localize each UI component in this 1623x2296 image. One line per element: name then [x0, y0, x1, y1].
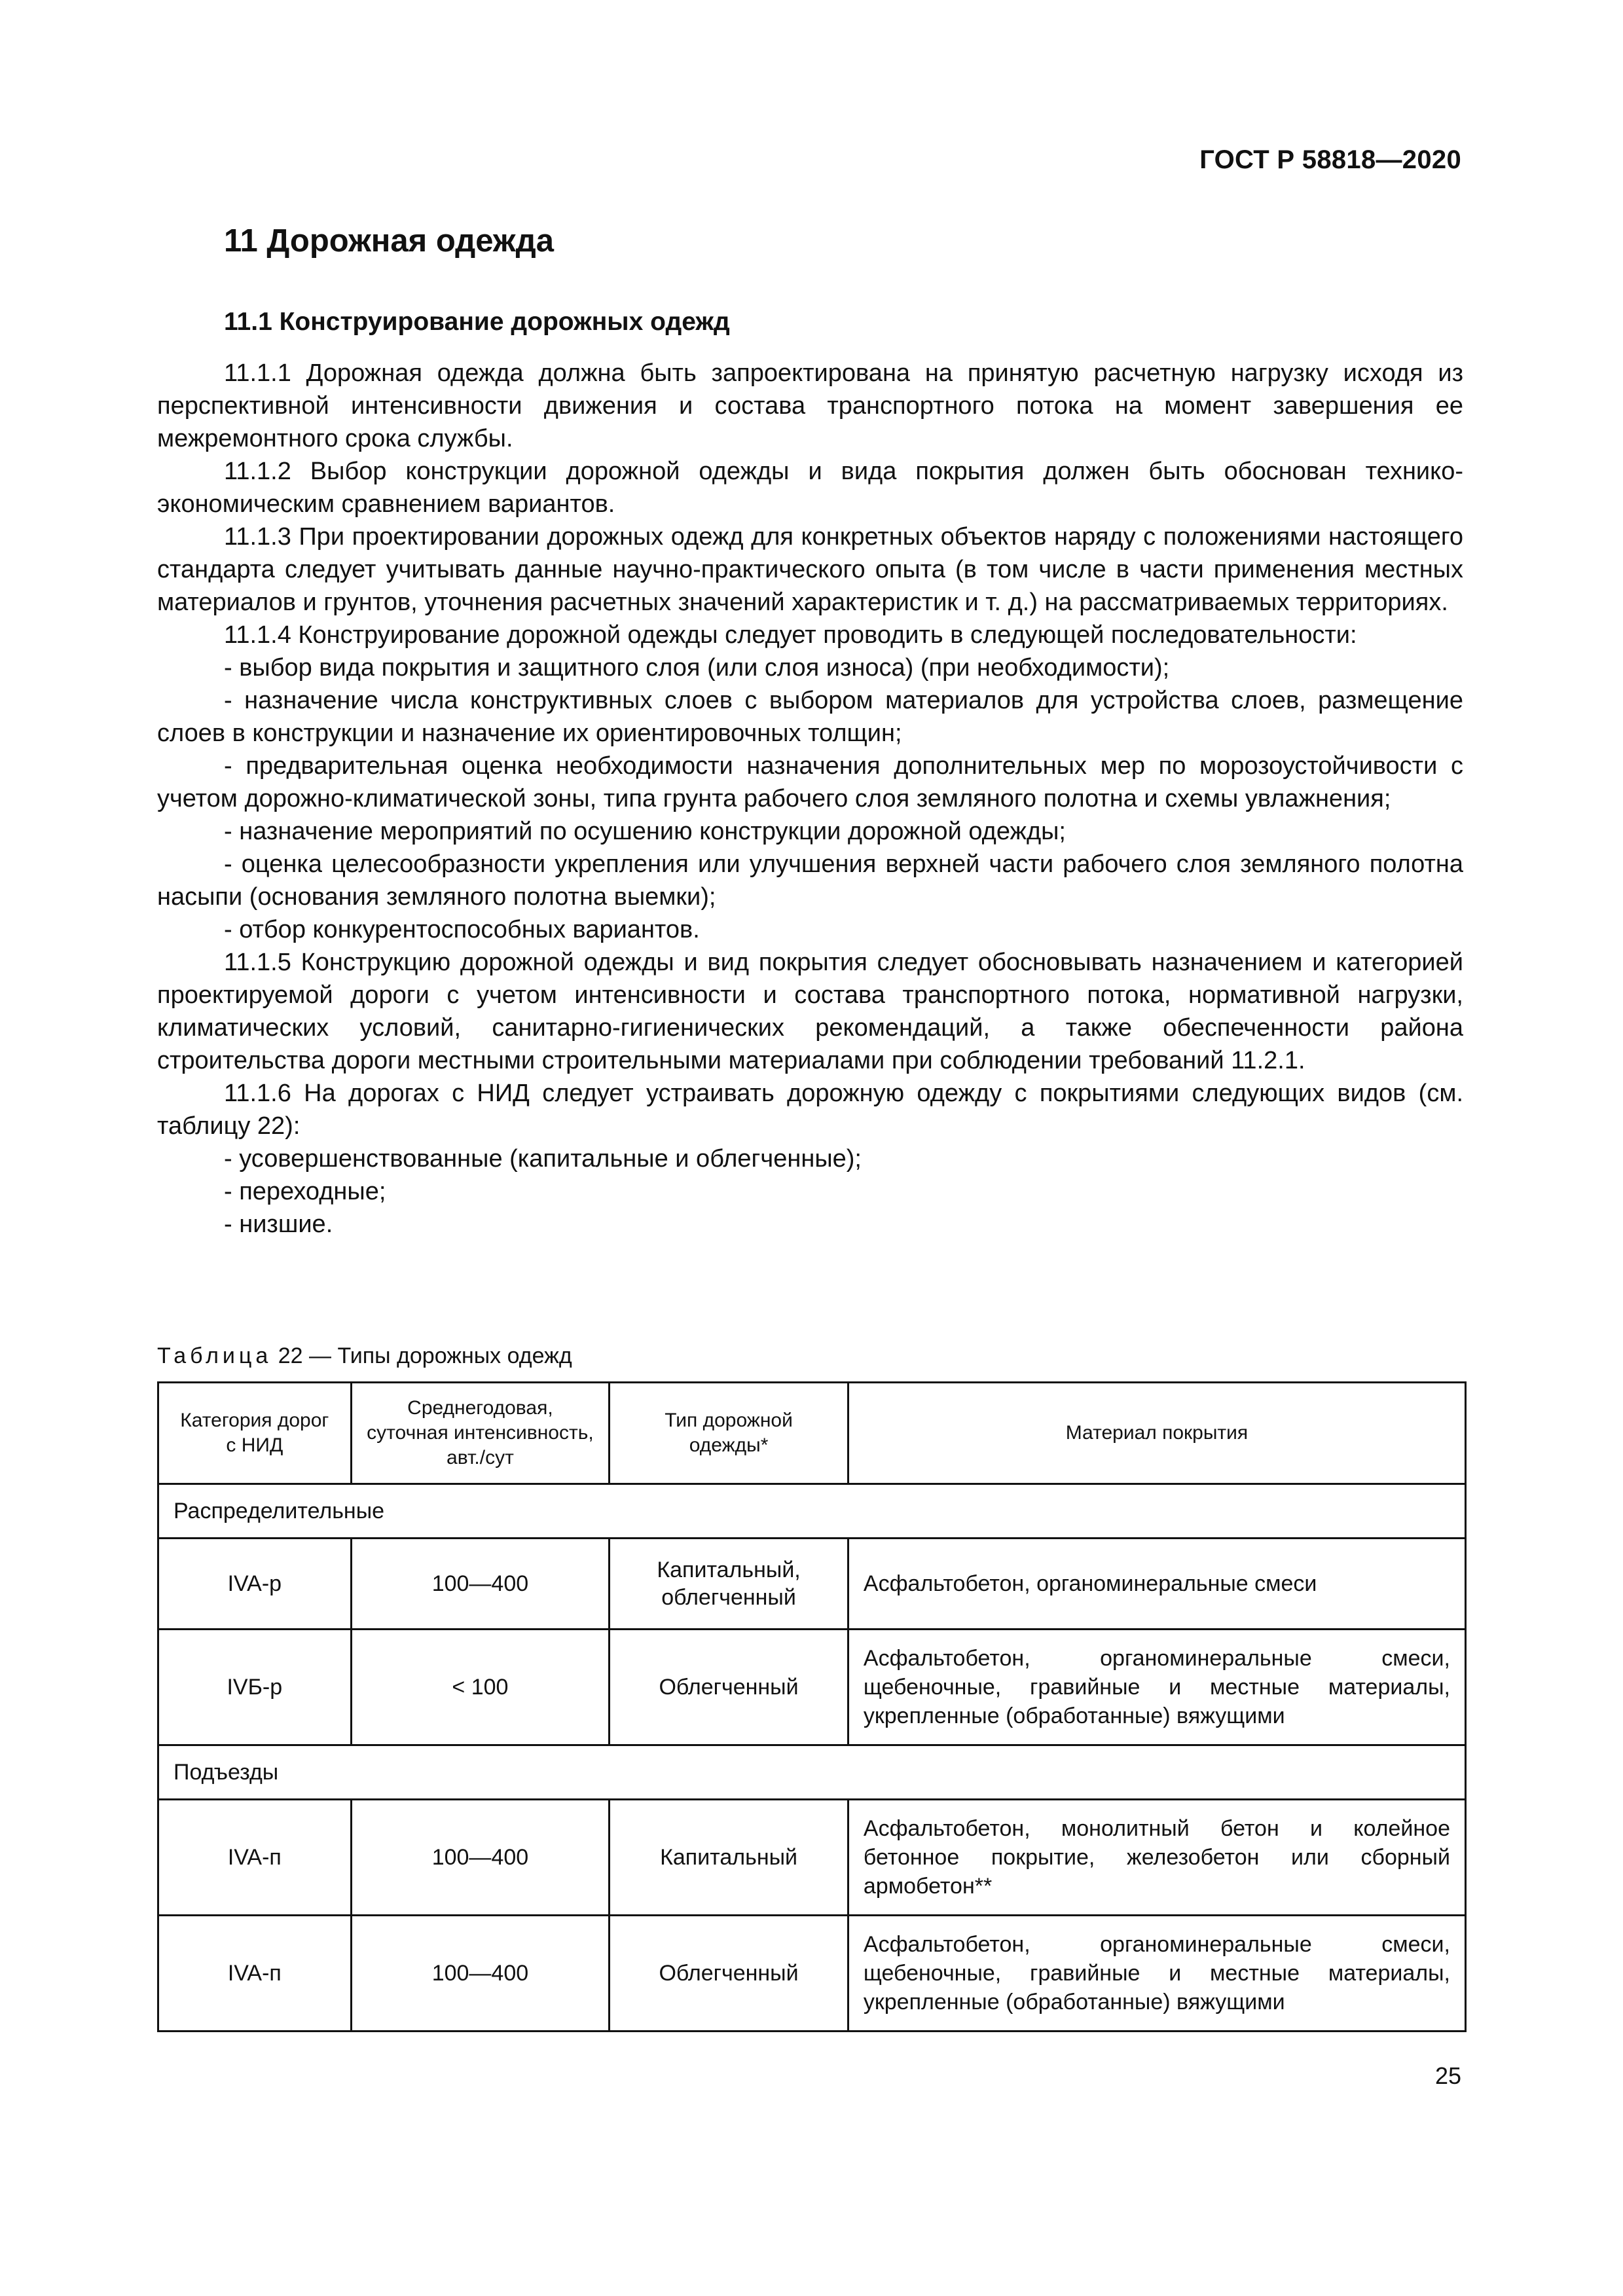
- paragraph-11-1-1: 11.1.1 Дорожная одежда должна быть запроектирована на принятую расчетную нагрузку исходя из перспективной интенсивности движения и состава транспортного потока на момент завершения ее межремонтного срока службы.: [157, 359, 1463, 452]
- table-row: [158, 1539, 1466, 1630]
- header-pavement-type: Тип дорожной одежды*: [610, 1383, 848, 1484]
- list-item: - назначение числа конструктивных слоев с выбором материалов для устройства слоев, размещение слоев в конструкции и назначение их ориентировочных толщин;: [157, 687, 1463, 747]
- list-item: - предварительная оценка необходимости назначения дополнительных мер по морозоустойчивости с учетом дорожно-климатической зоны, типа грунта рабочего слоя земляного полотна и схемы увлажнения;: [157, 752, 1463, 812]
- page-number: 25: [1434, 2062, 1461, 2089]
- cell-material: Асфальтобетон, органоминеральные смеси: [848, 1539, 1465, 1630]
- table-header-row: [158, 1383, 1466, 1484]
- section-title: 11 Дорожная одежда: [224, 223, 554, 259]
- table-caption-text: 22 — Типы дорожных одежд: [272, 1343, 572, 1368]
- list-item: - переходные;: [224, 1178, 386, 1205]
- cell-category: IVБ-р: [158, 1630, 352, 1745]
- header-surface-material: Материал покрытия: [848, 1383, 1465, 1484]
- cell-pavement-type: Облегченный: [610, 1630, 848, 1745]
- cell-pavement-type: Облегченный: [610, 1916, 848, 2032]
- paragraph-11-1-3: 11.1.3 При проектировании дорожных одежд для конкретных объектов наряду с положениями настоящего стандарта следует учитывать данные научно-практического опыта (в том числе в части применения местных материалов и грунтов, уточнения расчетных значений характеристик и т. д.) на рассматриваемых территориях.: [157, 523, 1463, 616]
- table-group-row: [158, 1484, 1466, 1539]
- paragraph-11-1-4: 11.1.4 Конструирование дорожной одежды следует проводить в следующей последовательности:: [224, 621, 1357, 649]
- cell-material: Асфальтобетон, органоминеральные смеси, щебеночные, гравийные и местные материалы, укрепленные (обработанные) вяжущими: [848, 1916, 1465, 2032]
- list-item: - усовершенствованные (капитальные и облегченные);: [224, 1145, 862, 1173]
- standard-code: ГОСТ Р 58818—2020: [1199, 145, 1461, 174]
- cell-category: IVA-п: [158, 1800, 352, 1916]
- paragraph-11-1-5: 11.1.5 Конструкцию дорожной одежды и вид покрытия следует обосновывать назначением и категорией проектируемой дороги с учетом интенсивности и состава транспортного потока, нормативной нагрузки, климатических условий, санитарно-гигиенических рекомендаций, а также обеспеченности района строительства дороги местными строительными материалами при соблюдении требований 11.2.1.: [157, 949, 1463, 1074]
- list-item: - отбор конкурентоспособных вариантов.: [224, 916, 700, 943]
- cell-material: Асфальтобетон, органоминеральные смеси, щебеночные, гравийные и местные материалы, укрепленные (обработанные) вяжущими: [848, 1630, 1465, 1745]
- table-row: [158, 1800, 1466, 1916]
- group-label: Подъезды: [158, 1745, 1466, 1800]
- list-item: - оценка целесообразности укрепления или улучшения верхней части рабочего слоя земляного полотна насыпи (основания земляного полотна выемки);: [157, 850, 1463, 911]
- header-road-category: Категория дорог с НИД: [158, 1383, 352, 1484]
- header-traffic-intensity: Среднегодовая, суточная интенсивность, авт./сут: [351, 1383, 610, 1484]
- cell-pavement-type: Капитальный: [610, 1800, 848, 1916]
- cell-intensity: < 100: [351, 1630, 610, 1745]
- list-item: - низшие.: [224, 1211, 333, 1238]
- paragraph-11-1-6: 11.1.6 На дорогах с НИД следует устраивать дорожную одежду с покрытиями следующих видов (см. таблицу 22):: [157, 1080, 1463, 1140]
- cell-intensity: 100—400: [351, 1539, 610, 1630]
- cell-category: IVA-п: [158, 1916, 352, 2032]
- cell-intensity: 100—400: [351, 1800, 610, 1916]
- paragraph-11-1-2: 11.1.2 Выбор конструкции дорожной одежды и вида покрытия должен быть обоснован технико-экономическим сравнением вариантов.: [157, 458, 1463, 518]
- cell-material: Асфальтобетон, монолитный бетон и колейное бетонное покрытие, железобетон или сборный армобетон**: [848, 1800, 1465, 1916]
- table-row: [158, 1916, 1466, 2032]
- cell-category: IVA-р: [158, 1539, 352, 1630]
- group-label: Распределительные: [158, 1484, 1466, 1539]
- table-row: [158, 1630, 1466, 1745]
- table-caption-label: Таблица: [157, 1343, 272, 1368]
- list-item: - назначение мероприятий по осушению конструкции дорожной одежды;: [224, 818, 1066, 845]
- body-text: [157, 357, 1463, 1241]
- cell-intensity: 100—400: [351, 1916, 610, 2032]
- road-pavement-types-table: [157, 1381, 1467, 2032]
- table-caption: [157, 1343, 572, 1369]
- list-item: - выбор вида покрытия и защитного слоя (или слоя износа) (при необходимости);: [224, 654, 1170, 682]
- table-group-row: [158, 1745, 1466, 1800]
- subsection-title: 11.1 Конструирование дорожных одежд: [224, 308, 730, 336]
- cell-pavement-type: Капитальный, облегченный: [610, 1539, 848, 1630]
